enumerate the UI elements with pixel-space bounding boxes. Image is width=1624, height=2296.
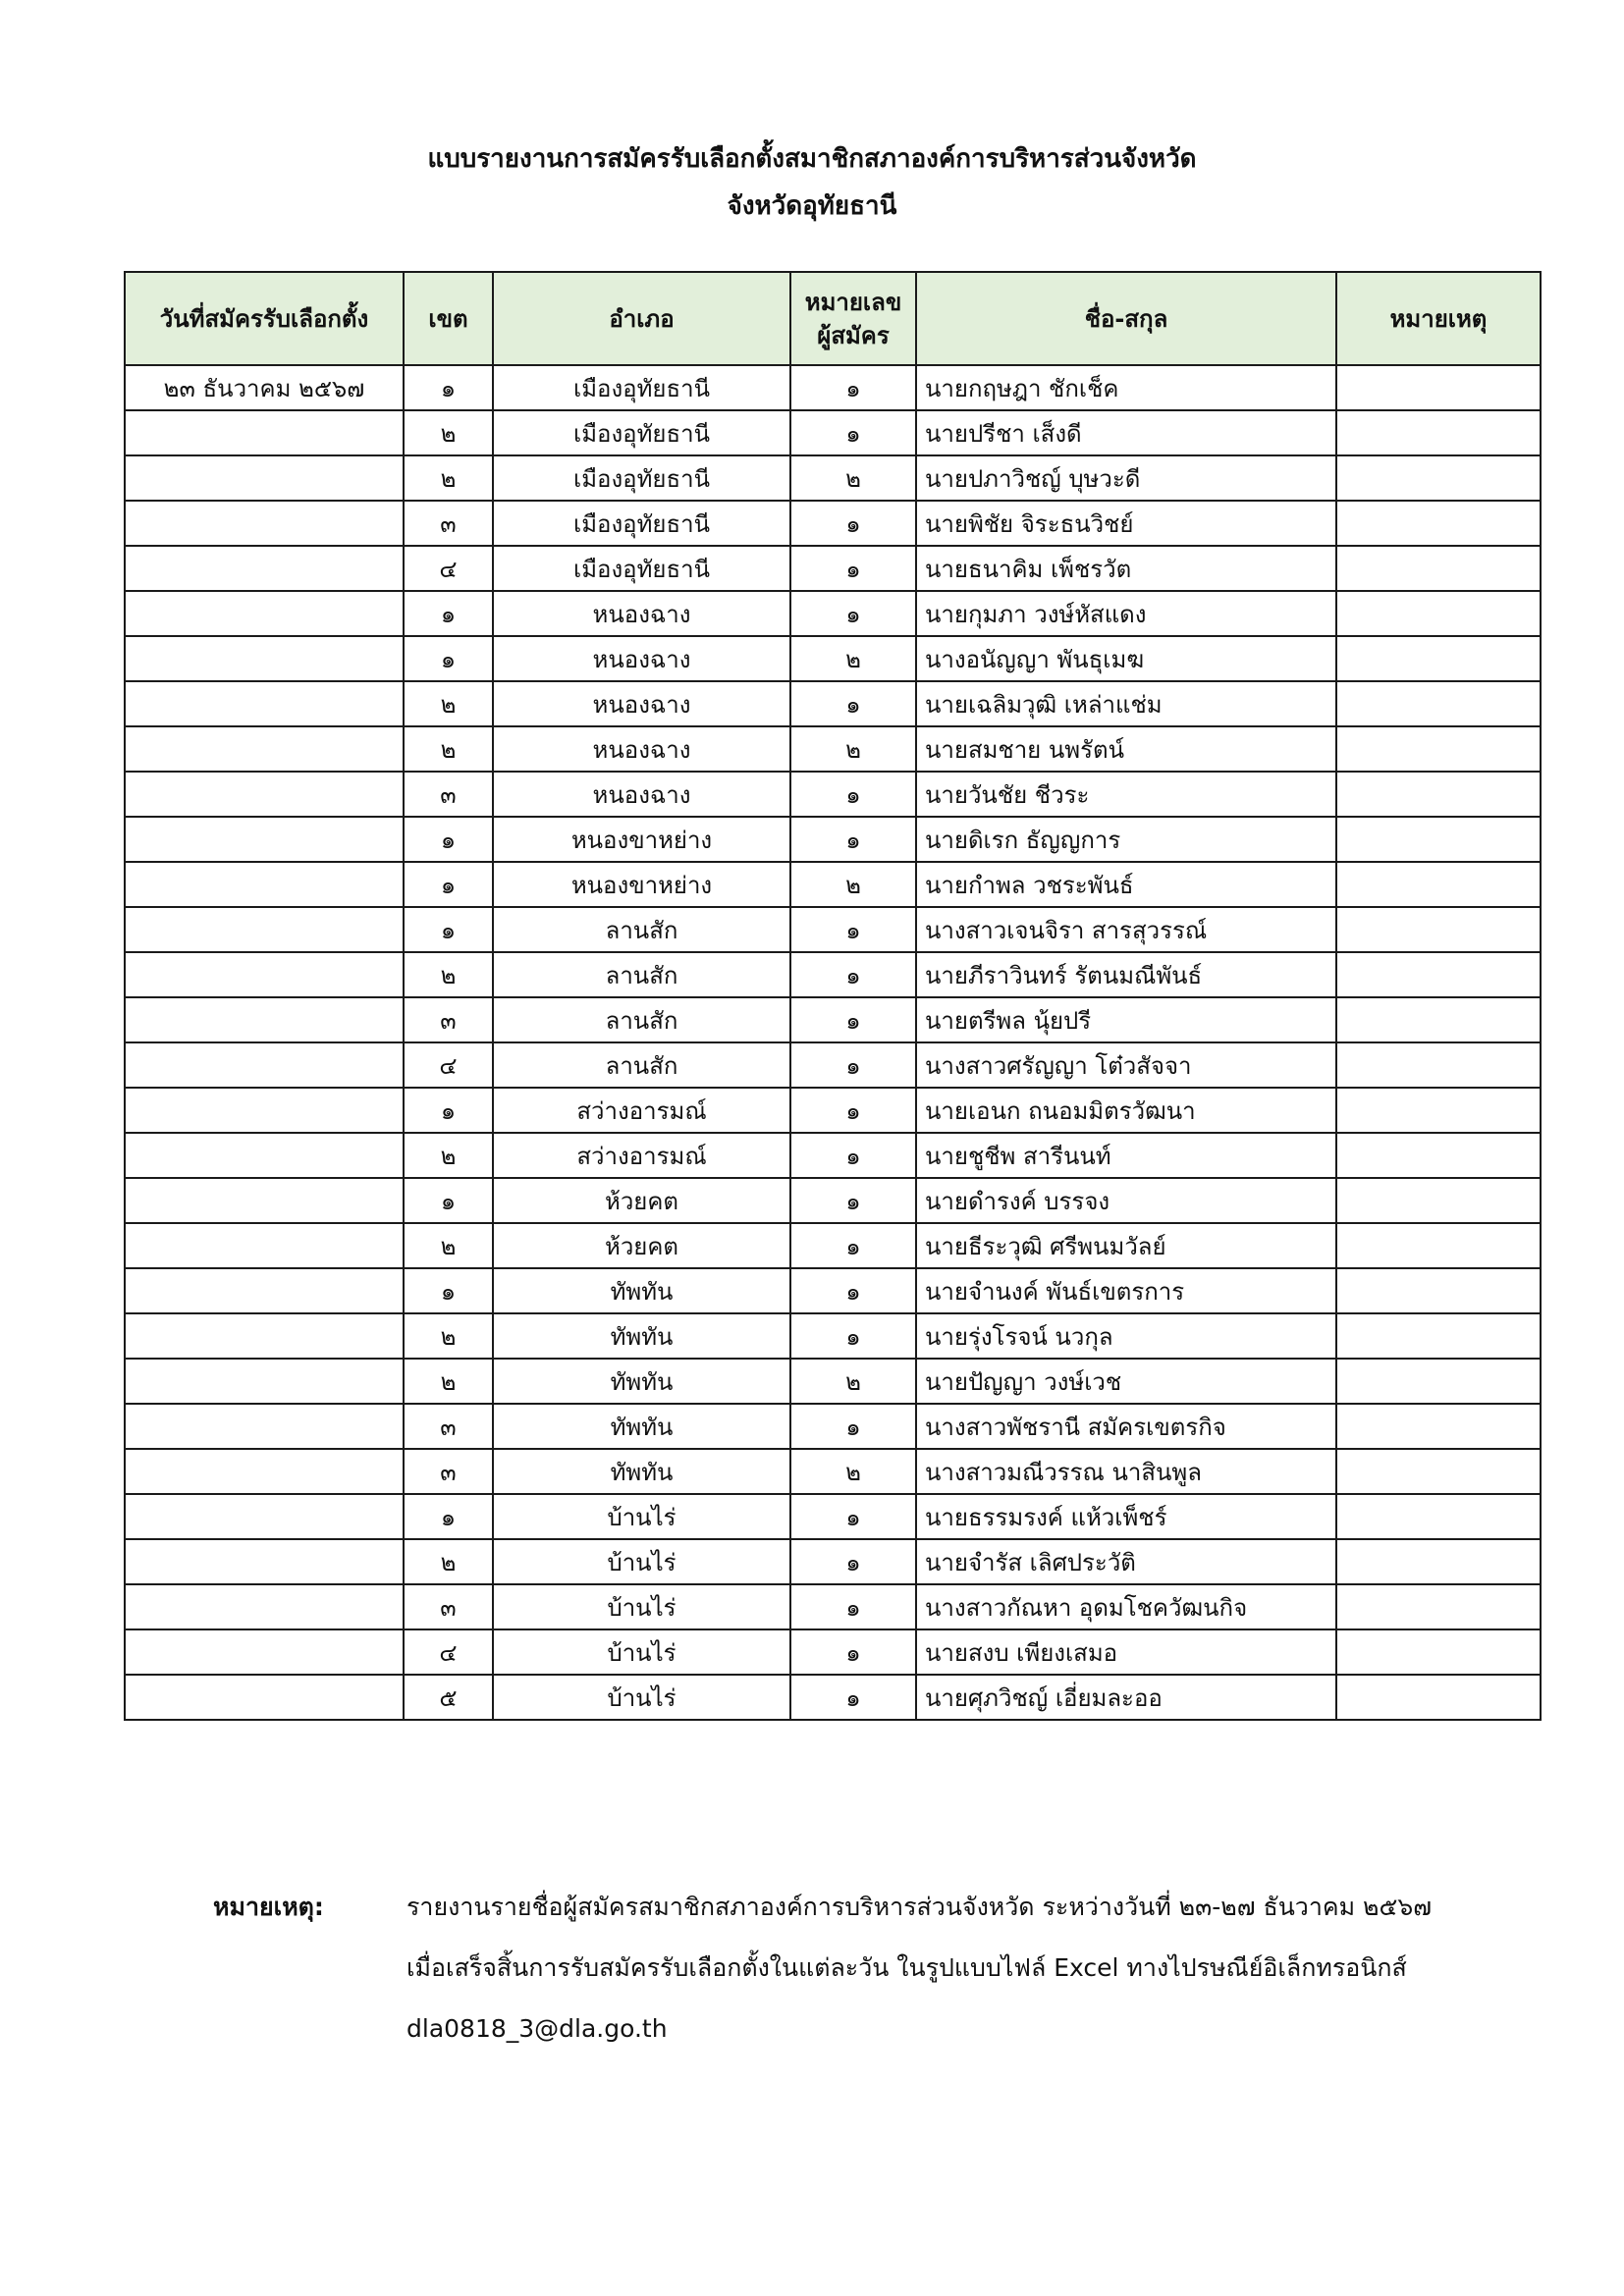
candidate-number-cell: ๑ xyxy=(790,1629,916,1675)
remark-cell xyxy=(1336,772,1541,817)
table-row xyxy=(125,726,1541,772)
remark-cell xyxy=(1336,1178,1541,1223)
date-cell xyxy=(125,1313,404,1359)
zone-cell: ๑ xyxy=(404,636,493,681)
zone-cell: ๑ xyxy=(404,591,493,636)
table-row xyxy=(125,1223,1541,1268)
remark-cell xyxy=(1336,997,1541,1042)
district-cell: ห้วยคต xyxy=(493,1223,790,1268)
remark-cell xyxy=(1336,1133,1541,1178)
candidate-number-cell: ๑ xyxy=(790,1223,916,1268)
district-cell: ทัพทัน xyxy=(493,1449,790,1494)
candidate-number-cell: ๑ xyxy=(790,681,916,726)
candidate-number-cell: ๑ xyxy=(790,591,916,636)
date-cell xyxy=(125,1042,404,1088)
district-cell: บ้านไร่ xyxy=(493,1539,790,1584)
date-cell xyxy=(125,1178,404,1223)
date-cell xyxy=(125,1404,404,1449)
district-cell: หนองฉาง xyxy=(493,772,790,817)
candidate-name-cell: นางสาวมณีวรรณ นาสินพูล xyxy=(916,1449,1336,1494)
candidate-number-cell: ๒ xyxy=(790,862,916,907)
candidate-name-cell: นายปรีชา เส็งดี xyxy=(916,410,1336,455)
remark-cell xyxy=(1336,1359,1541,1404)
date-cell xyxy=(125,501,404,546)
candidate-number-cell: ๑ xyxy=(790,907,916,952)
candidate-number-cell: ๒ xyxy=(790,1449,916,1494)
note-line-2: เมื่อเสร็จสิ้นการรับสมัครรับเลือกตั้งในแต่ละวัน ในรูปแบบไฟล์ Excel ทางไปรษณีย์อิเล็กทรอนิกส์ xyxy=(406,1953,1407,1982)
district-cell: หนองฉาง xyxy=(493,591,790,636)
date-cell xyxy=(125,726,404,772)
date-cell xyxy=(125,1539,404,1584)
candidate-name-cell: นายสงบ เพียงเสมอ xyxy=(916,1629,1336,1675)
candidate-name-cell: นางอนัญญา พันธุเมฆ xyxy=(916,636,1336,681)
date-cell xyxy=(125,636,404,681)
candidate-name-cell: นางสาวกัณหา อุดมโชควัฒนกิจ xyxy=(916,1584,1336,1629)
table-row xyxy=(125,455,1541,501)
candidate-number-cell: ๑ xyxy=(790,952,916,997)
district-cell: หนองขาหย่าง xyxy=(493,817,790,862)
date-cell xyxy=(125,455,404,501)
zone-cell: ๒ xyxy=(404,1313,493,1359)
note-line-1: รายงานรายชื่อผู้สมัครสมาชิกสภาองค์การบริหารส่วนจังหวัด ระหว่างวันที่ ๒๓-๒๗ ธันวาคม ๒๕๖๗ xyxy=(406,1893,1433,1921)
table-row xyxy=(125,862,1541,907)
candidate-number-cell: ๑ xyxy=(790,410,916,455)
header-district: อำเภอ xyxy=(493,272,790,365)
zone-cell: ๒ xyxy=(404,1133,493,1178)
candidate-name-cell: นายดำรงค์ บรรจง xyxy=(916,1178,1336,1223)
date-cell xyxy=(125,1584,404,1629)
candidate-name-cell: นายตรีพล นุ้ยปรี xyxy=(916,997,1336,1042)
table-row xyxy=(125,1042,1541,1088)
table-row xyxy=(125,952,1541,997)
date-cell xyxy=(125,546,404,591)
zone-cell: ๒ xyxy=(404,1223,493,1268)
table-row xyxy=(125,1584,1541,1629)
date-cell xyxy=(125,907,404,952)
header-candidate-number xyxy=(790,272,916,365)
date-cell xyxy=(125,591,404,636)
candidate-name-cell: นายจำนงค์ พันธ์เขตรการ xyxy=(916,1268,1336,1313)
table-row xyxy=(125,636,1541,681)
zone-cell: ๓ xyxy=(404,1449,493,1494)
district-cell: เมืองอุทัยธานี xyxy=(493,455,790,501)
zone-cell: ๒ xyxy=(404,952,493,997)
table-row xyxy=(125,546,1541,591)
date-cell xyxy=(125,410,404,455)
date-cell xyxy=(125,1223,404,1268)
candidate-number-cell: ๒ xyxy=(790,636,916,681)
remark-cell xyxy=(1336,1042,1541,1088)
date-cell xyxy=(125,1088,404,1133)
zone-cell: ๑ xyxy=(404,365,493,410)
date-cell xyxy=(125,1268,404,1313)
district-cell: เมืองอุทัยธานี xyxy=(493,365,790,410)
note-text xyxy=(406,1877,1565,2059)
zone-cell: ๒ xyxy=(404,1539,493,1584)
zone-cell: ๔ xyxy=(404,1629,493,1675)
remark-cell xyxy=(1336,1404,1541,1449)
header-number-line-1: หมายเลข xyxy=(804,288,902,316)
candidate-number-cell: ๑ xyxy=(790,1404,916,1449)
district-cell: บ้านไร่ xyxy=(493,1584,790,1629)
table-row xyxy=(125,1268,1541,1313)
candidate-number-cell: ๑ xyxy=(790,997,916,1042)
header-number-line-2: ผู้สมัคร xyxy=(817,321,890,349)
remark-cell xyxy=(1336,1088,1541,1133)
remark-cell xyxy=(1336,455,1541,501)
report-title-line-2: จังหวัดอุทัยธานี xyxy=(727,191,897,221)
date-cell xyxy=(125,1494,404,1539)
candidate-number-cell: ๑ xyxy=(790,1268,916,1313)
zone-cell: ๒ xyxy=(404,455,493,501)
zone-cell: ๓ xyxy=(404,772,493,817)
candidate-name-cell: นายสมชาย นพรัตน์ xyxy=(916,726,1336,772)
district-cell: ทัพทัน xyxy=(493,1268,790,1313)
zone-cell: ๓ xyxy=(404,1404,493,1449)
candidate-name-cell: นางสาวพัชรานี สมัครเขตรกิจ xyxy=(916,1404,1336,1449)
zone-cell: ๑ xyxy=(404,862,493,907)
zone-cell: ๑ xyxy=(404,1494,493,1539)
district-cell: ทัพทัน xyxy=(493,1404,790,1449)
remark-cell xyxy=(1336,907,1541,952)
table-row xyxy=(125,1449,1541,1494)
district-cell: ลานสัก xyxy=(493,1042,790,1088)
note-line-3: dla0818_3@dla.go.th xyxy=(406,2014,668,2043)
table-row xyxy=(125,1629,1541,1675)
date-cell xyxy=(125,681,404,726)
candidate-name-cell: นายธีระวุฒิ ศรีพนมวัลย์ xyxy=(916,1223,1336,1268)
remark-cell xyxy=(1336,1539,1541,1584)
remark-cell xyxy=(1336,817,1541,862)
table-row xyxy=(125,1539,1541,1584)
table-row xyxy=(125,410,1541,455)
remark-cell xyxy=(1336,862,1541,907)
remark-cell xyxy=(1336,410,1541,455)
candidate-table xyxy=(124,271,1542,1721)
date-cell xyxy=(125,1629,404,1675)
report-title xyxy=(0,135,1624,230)
zone-cell: ๒ xyxy=(404,1359,493,1404)
candidate-number-cell: ๑ xyxy=(790,1584,916,1629)
zone-cell: ๑ xyxy=(404,817,493,862)
table-row xyxy=(125,365,1541,410)
candidate-name-cell: นายภีราวินทร์ รัตนมณีพันธ์ xyxy=(916,952,1336,997)
header-date: วันที่สมัครรับเลือกตั้ง xyxy=(125,272,404,365)
candidate-number-cell: ๑ xyxy=(790,772,916,817)
candidate-name-cell: นายเฉลิมวุฒิ เหล่าแช่ม xyxy=(916,681,1336,726)
district-cell: เมืองอุทัยธานี xyxy=(493,410,790,455)
district-cell: บ้านไร่ xyxy=(493,1675,790,1720)
candidate-number-cell: ๑ xyxy=(790,1494,916,1539)
date-cell xyxy=(125,1449,404,1494)
table-row xyxy=(125,997,1541,1042)
remark-cell xyxy=(1336,591,1541,636)
zone-cell: ๓ xyxy=(404,501,493,546)
date-cell xyxy=(125,952,404,997)
candidate-name-cell: นายจำรัส เลิศประวัติ xyxy=(916,1539,1336,1584)
remark-cell xyxy=(1336,501,1541,546)
district-cell: สว่างอารมณ์ xyxy=(493,1133,790,1178)
report-title-line-1: แบบรายงานการสมัครรับเลือกตั้งสมาชิกสภาองค์การบริหารส่วนจังหวัด xyxy=(427,144,1197,174)
remark-cell xyxy=(1336,365,1541,410)
candidate-name-cell: นายเอนก ถนอมมิตรวัฒนา xyxy=(916,1088,1336,1133)
header-zone: เขต xyxy=(404,272,493,365)
remark-cell xyxy=(1336,1268,1541,1313)
candidate-number-cell: ๒ xyxy=(790,455,916,501)
zone-cell: ๑ xyxy=(404,1088,493,1133)
district-cell: ลานสัก xyxy=(493,907,790,952)
district-cell: บ้านไร่ xyxy=(493,1494,790,1539)
zone-cell: ๕ xyxy=(404,1675,493,1720)
date-cell xyxy=(125,817,404,862)
zone-cell: ๓ xyxy=(404,997,493,1042)
candidate-number-cell: ๑ xyxy=(790,1313,916,1359)
table-row xyxy=(125,1313,1541,1359)
remark-cell xyxy=(1336,1223,1541,1268)
candidate-number-cell: ๒ xyxy=(790,726,916,772)
remark-cell xyxy=(1336,1313,1541,1359)
date-cell xyxy=(125,1359,404,1404)
remark-cell xyxy=(1336,681,1541,726)
candidate-name-cell: นายปภาวิชญ์ บุษวะดี xyxy=(916,455,1336,501)
zone-cell: ๔ xyxy=(404,1042,493,1088)
table-row xyxy=(125,1359,1541,1404)
table-row xyxy=(125,907,1541,952)
candidate-number-cell: ๑ xyxy=(790,1675,916,1720)
candidate-name-cell: นายศุภวิชญ์ เอี่ยมละออ xyxy=(916,1675,1336,1720)
candidate-name-cell: นายวันชัย ชีวระ xyxy=(916,772,1336,817)
candidate-number-cell: ๒ xyxy=(790,1359,916,1404)
date-cell xyxy=(125,1133,404,1178)
zone-cell: ๒ xyxy=(404,410,493,455)
candidate-number-cell: ๑ xyxy=(790,1178,916,1223)
candidate-number-cell: ๑ xyxy=(790,501,916,546)
remark-cell xyxy=(1336,1494,1541,1539)
candidate-name-cell: นายกำพล วชระพันธ์ xyxy=(916,862,1336,907)
district-cell: หนองฉาง xyxy=(493,726,790,772)
candidate-number-cell: ๑ xyxy=(790,1539,916,1584)
candidate-number-cell: ๑ xyxy=(790,1133,916,1178)
candidate-number-cell: ๑ xyxy=(790,1042,916,1088)
zone-cell: ๓ xyxy=(404,1584,493,1629)
zone-cell: ๒ xyxy=(404,726,493,772)
remark-cell xyxy=(1336,726,1541,772)
date-cell xyxy=(125,1675,404,1720)
candidate-name-cell: นางสาวเจนจิรา สารสุวรรณ์ xyxy=(916,907,1336,952)
remark-cell xyxy=(1336,952,1541,997)
candidate-name-cell: นายกฤษฎา ชักเช็ค xyxy=(916,365,1336,410)
candidate-number-cell: ๑ xyxy=(790,1088,916,1133)
candidate-number-cell: ๑ xyxy=(790,365,916,410)
date-cell xyxy=(125,997,404,1042)
note-label: หมายเหตุ: xyxy=(213,1893,324,1921)
district-cell: สว่างอารมณ์ xyxy=(493,1088,790,1133)
remark-cell xyxy=(1336,1629,1541,1675)
district-cell: บ้านไร่ xyxy=(493,1629,790,1675)
district-cell: ลานสัก xyxy=(493,952,790,997)
table-row xyxy=(125,817,1541,862)
header-name: ชื่อ-สกุล xyxy=(916,272,1336,365)
remark-cell xyxy=(1336,1584,1541,1629)
district-cell: เมืองอุทัยธานี xyxy=(493,501,790,546)
remark-cell xyxy=(1336,636,1541,681)
table-header-row xyxy=(125,272,1541,365)
zone-cell: ๑ xyxy=(404,1268,493,1313)
candidate-name-cell: นายกุมภา วงษ์หัสแดง xyxy=(916,591,1336,636)
table-row xyxy=(125,1494,1541,1539)
remark-cell xyxy=(1336,1449,1541,1494)
date-cell: ๒๓ ธันวาคม ๒๕๖๗ xyxy=(125,365,404,410)
remark-cell xyxy=(1336,546,1541,591)
candidate-number-cell: ๑ xyxy=(790,546,916,591)
district-cell: ลานสัก xyxy=(493,997,790,1042)
zone-cell: ๔ xyxy=(404,546,493,591)
date-cell xyxy=(125,772,404,817)
district-cell: หนองขาหย่าง xyxy=(493,862,790,907)
district-cell: หนองฉาง xyxy=(493,636,790,681)
table-row xyxy=(125,681,1541,726)
remark-cell xyxy=(1336,1675,1541,1720)
table-row xyxy=(125,1675,1541,1720)
district-cell: ทัพทัน xyxy=(493,1359,790,1404)
district-cell: ห้วยคต xyxy=(493,1178,790,1223)
candidate-name-cell: นายพิชัย จิระธนวิชย์ xyxy=(916,501,1336,546)
zone-cell: ๒ xyxy=(404,681,493,726)
district-cell: เมืองอุทัยธานี xyxy=(493,546,790,591)
table-row xyxy=(125,1088,1541,1133)
table-row xyxy=(125,1178,1541,1223)
candidate-name-cell: นายดิเรก ธัญญการ xyxy=(916,817,1336,862)
table-row xyxy=(125,1133,1541,1178)
table-row xyxy=(125,501,1541,546)
table-row xyxy=(125,1404,1541,1449)
candidate-name-cell: นายชูชีพ สารีนนท์ xyxy=(916,1133,1336,1178)
zone-cell: ๑ xyxy=(404,907,493,952)
candidate-number-cell: ๑ xyxy=(790,817,916,862)
candidate-name-cell: นายธนาคิม เพ็ชรวัต xyxy=(916,546,1336,591)
table-body xyxy=(125,365,1541,1720)
candidate-name-cell: นางสาวศรัญญา โต๋วสัจจา xyxy=(916,1042,1336,1088)
candidate-name-cell: นายธรรมรงค์ แห้วเพ็ชร์ xyxy=(916,1494,1336,1539)
district-cell: หนองฉาง xyxy=(493,681,790,726)
date-cell xyxy=(125,862,404,907)
candidate-name-cell: นายปัญญา วงษ์เวช xyxy=(916,1359,1336,1404)
candidate-name-cell: นายรุ่งโรจน์ นวกุล xyxy=(916,1313,1336,1359)
table-row xyxy=(125,772,1541,817)
district-cell: ทัพทัน xyxy=(493,1313,790,1359)
header-remark: หมายเหตุ xyxy=(1336,272,1541,365)
zone-cell: ๑ xyxy=(404,1178,493,1223)
table-row xyxy=(125,591,1541,636)
